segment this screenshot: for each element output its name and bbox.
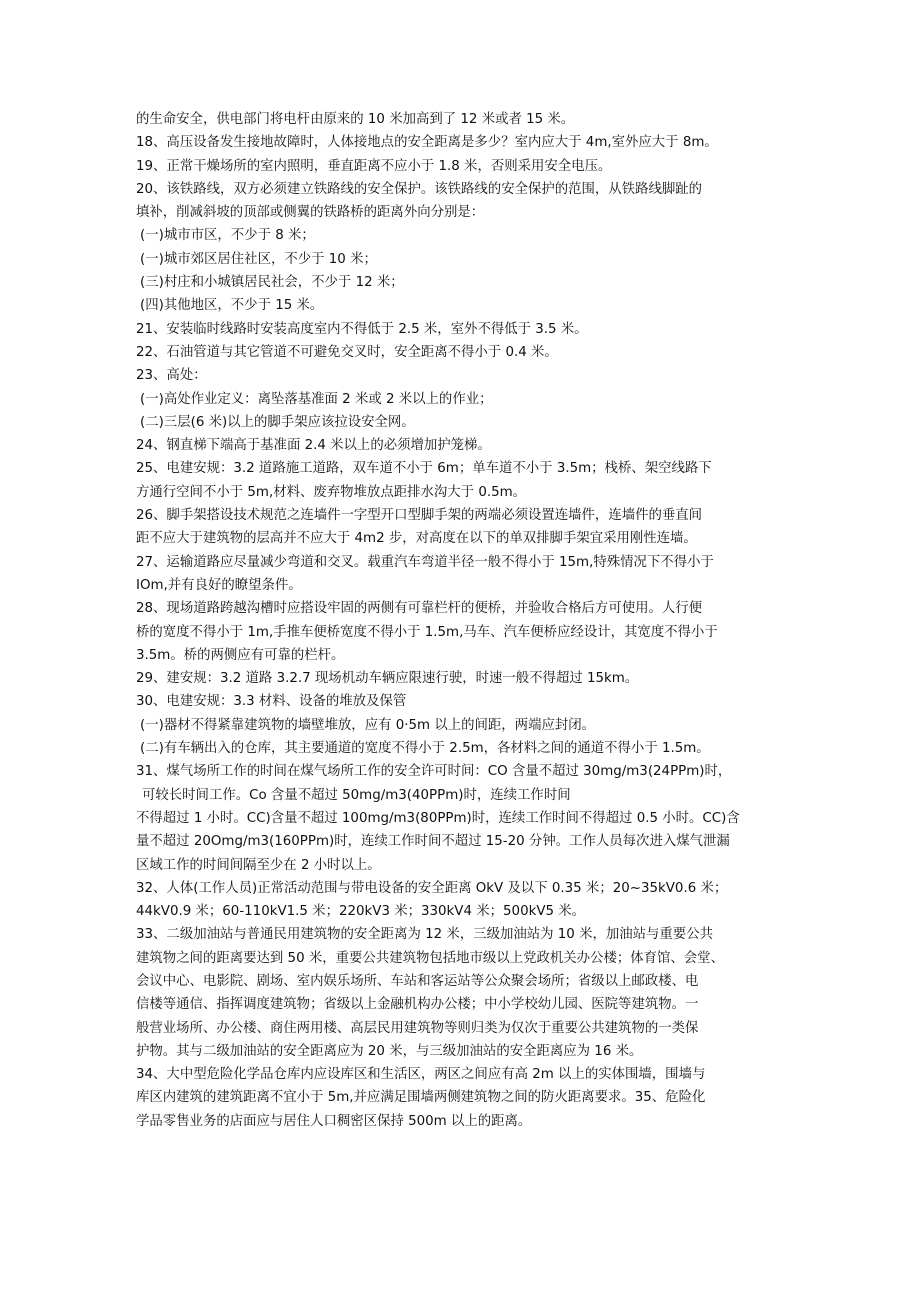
text-line: 33、二级加油站与普通民用建筑物的安全距离为 12 米，三级加油站为 10 米，加油站与重要公共 xyxy=(136,927,713,943)
text-line: (二)三层(6 米)以上的脚手架应该拉设安全网。 xyxy=(140,414,415,430)
text-line: 可较长时间工作。Co 含量不超过 50mg∕m3(40PPm)时，连续工作时间 xyxy=(142,787,571,803)
text-line: 19、正常干燥场所的室内照明，垂直距离不应小于 1.8 米，否则采用安全电压。 xyxy=(136,158,612,174)
text-line: 量不超过 20Omg/m3(160PPm)时，连续工作时间不超过 15-20 分钟。工作人员每次进入煤气泄漏 xyxy=(136,834,730,850)
text-line: 25、电建安规：3.2 道路施工道路，双车道不小于 6m；单车道不小于 3.5m；栈桥、架空线路下 xyxy=(136,461,712,477)
text-line: 21、安装临时线路时安装高度室内不得低于 2.5 米，室外不得低于 3.5 米。 xyxy=(136,321,588,337)
text-line: 护物。其与二级加油站的安全距离应为 20 米，与三级加油站的安全距离应为 16 米。 xyxy=(136,1043,643,1059)
text-line: 区域工作的时间间隔至少在 2 小时以上。 xyxy=(136,857,381,873)
document-body xyxy=(136,108,800,1133)
text-line: (一)器材不得紧靠建筑物的墙壁堆放，应有 0·5m 以上的间距，两端应封闭。 xyxy=(140,717,596,733)
text-line: 34、大中型危险化学品仓库内应设库区和生活区，两区之间应有高 2m 以上的实体围墙，围墙与 xyxy=(136,1067,706,1083)
text-line: 般营业场所、办公楼、商住两用楼、高层民用建筑物等则归类为仅次于重要公共建筑物的一类保 xyxy=(136,1020,699,1036)
text-line: 24、钢直梯下端高于基准面 2.4 米以上的必须增加护笼梯。 xyxy=(136,438,491,454)
text-line: (一)高处作业定义：离坠落基准面 2 米或 2 米以上的作业； xyxy=(140,391,493,407)
text-line: 信楼等通信、指挥调度建筑物；省级以上金融机构办公楼；中小学校幼儿园、医院等建筑物。一 xyxy=(136,997,699,1013)
text-line: (一)城市市区，不少于 8 米； xyxy=(140,228,315,244)
text-line: 距不应大于建筑物的层高并不应大于 4m2 步，对高度在以下的单双排脚手架宜采用刚性连墙。 xyxy=(136,531,697,547)
text-line: 44kV0.9 米；60-110kV1.5 米；220kV3 米；330kV4 米；500kV5 米。 xyxy=(136,904,586,920)
text-line: IOm,并有良好的瞭望条件。 xyxy=(136,577,302,593)
text-line: 学品零售业务的店面应与居住人口稠密区保持 500m 以上的距离。 xyxy=(136,1113,532,1129)
text-line: 23、高处： xyxy=(136,368,207,384)
text-line: 30、电建安规：3.3 材料、设备的堆放及保管 xyxy=(136,694,407,710)
text-line: 建筑物之间的距离要达到 50 米，重要公共建筑物包括地市级以上党政机关办公楼；体育馆、会堂、 xyxy=(136,950,724,966)
text-line: 3.5m。桥的两侧应有可靠的栏杆。 xyxy=(136,647,345,663)
text-line: 22、石油管道与其它管道不可避免交叉时，安全距离不得小于 0.4 米。 xyxy=(136,344,558,360)
text-line: 不得超过 1 小时。CC)含量不超过 100mg/m3(80PPm)时，连续工作时间不得超过 0.5 小时。CC)含 xyxy=(136,810,740,826)
text-line: 方通行空间不小于 5m,材料、废弃物堆放点距排水沟大于 0.5m。 xyxy=(136,484,527,500)
text-line: 26、脚手架搭设技术规范之连墙件一字型开口型脚手架的两端必须设置连墙件，连墙件的垂直间 xyxy=(136,508,703,524)
text-line: (四)其他地区，不少于 15 米。 xyxy=(140,298,324,314)
text-line: 32、人体(工作人员)正常活动范围与带电设备的安全距离 OkV 及以下 0.35 米；20~35kV0.6 米； xyxy=(136,880,728,896)
text-line: (三)村庄和小城镇居民社会，不少于 12 米； xyxy=(140,275,404,291)
text-line: (二)有车辆出入的仓库，其主要通道的宽度不得小于 2.5m，各材料之间的通道不得小于 1.5m。 xyxy=(140,741,710,757)
text-line: 桥的宽度不得小于 1m,手推车便桥宽度不得小于 1.5m,马车、汽车便桥应经设计，其宽度不得小于 xyxy=(136,624,718,640)
text-line: 27、运输道路应尽量减少弯道和交叉。载重汽车弯道半径一般不得小于 15m,特殊情况下不得小于 xyxy=(136,554,714,570)
text-line: 31、煤气场所工作的时间在煤气场所工作的安全许可时间：CO 含量不超过 30mg∕m3(24PPm)时， xyxy=(136,764,732,780)
text-line: 18、高压设备发生接地故障时，人体接地点的安全距离是多少？室内应大于 4m,室外应大于 8m。 xyxy=(136,135,718,151)
text-line: 28、现场道路跨越沟槽时应搭设牢固的两侧有可靠栏杆的便桥，并验收合格后方可使用。人行便 xyxy=(136,601,703,617)
text-line: 的生命安全，供电部门将电杆由原来的 10 米加高到了 12 米或者 15 米。 xyxy=(136,112,575,127)
text-line: 填补，削减斜坡的顶部或侧翼的铁路桥的距离外向分别是： xyxy=(136,205,485,221)
text-line: 库区内建筑的建筑距离不宜小于 5m,并应满足围墙两侧建筑物之间的防火距离要求。35、危险化 xyxy=(136,1090,706,1106)
text-line: 20、该铁路线，双方必须建立铁路线的安全保护。该铁路线的安全保护的范围，从铁路线脚趾的 xyxy=(136,181,703,197)
text-line: (一)城市郊区居住社区，不少于 10 米； xyxy=(140,251,377,267)
text-line: 29、建安规：3.2 道路 3.2.7 现场机动车辆应限速行驶，时速一般不得超过 15km。 xyxy=(136,671,639,687)
text-line: 会议中心、电影院、剧场、室内娱乐场所、车站和客运站等公众聚会场所；省级以上邮政楼、电 xyxy=(136,973,699,989)
